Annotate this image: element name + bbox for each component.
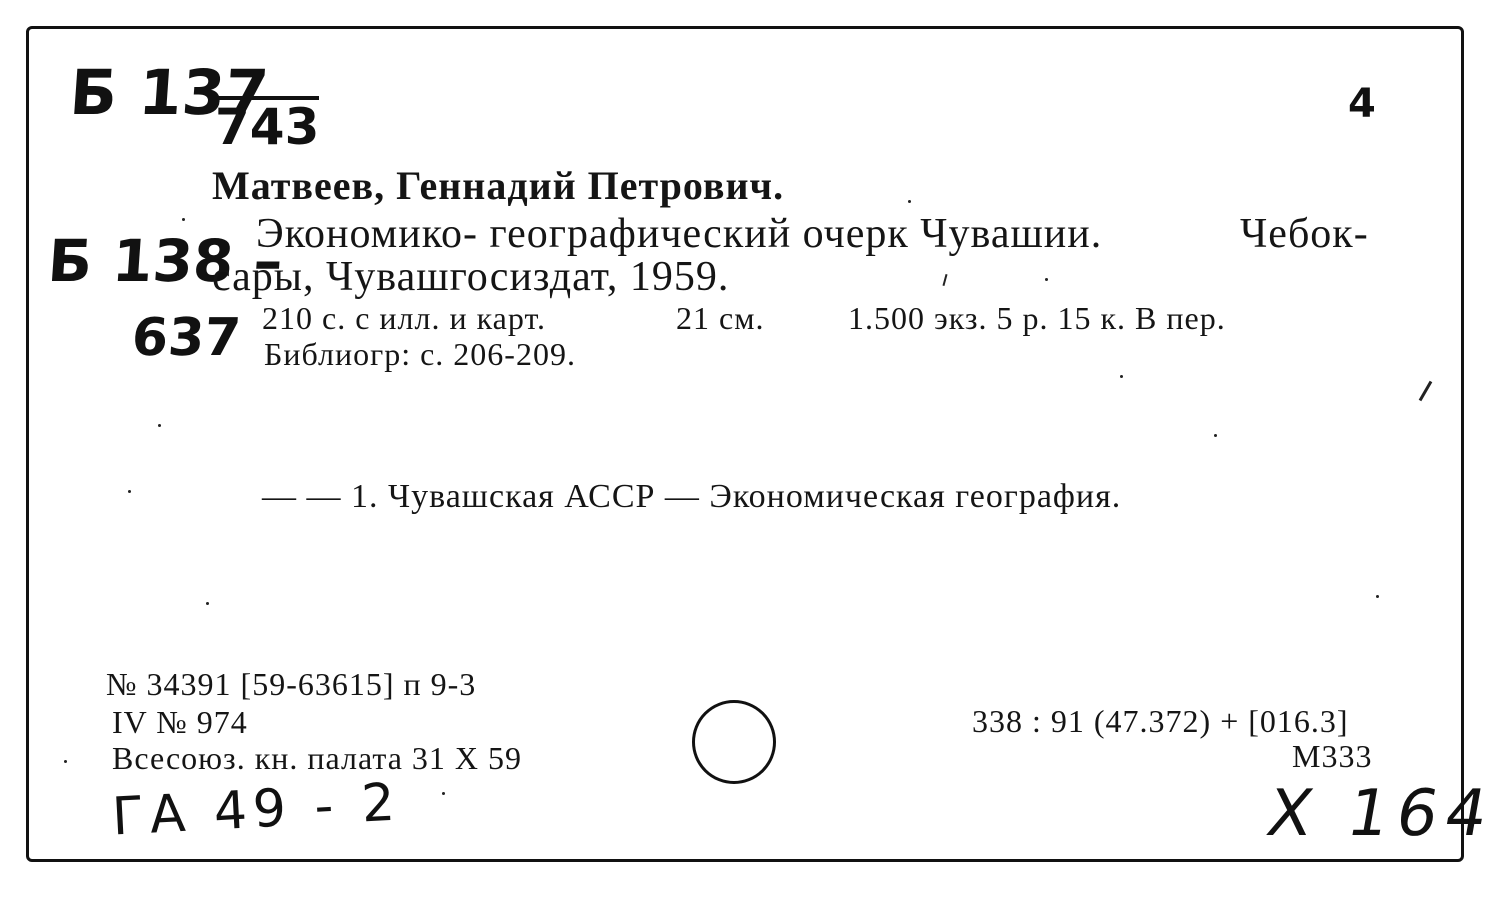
- title-line-1: Экономико- географический очерк Чувашии.: [256, 211, 1103, 257]
- title-line-2: сары, Чувашгосиздат, 1959.: [212, 254, 730, 300]
- footer-chamber-line: Всесоюз. кн. палата 31 X 59: [112, 740, 522, 776]
- author-mark: М333: [1292, 738, 1373, 774]
- punch-hole: [692, 700, 776, 784]
- scan-speck: [128, 490, 131, 493]
- scan-speck: [158, 424, 161, 427]
- handwritten-shelf-mark-2b: 637: [129, 308, 243, 368]
- scan-speck: [1214, 434, 1217, 437]
- handwritten-bottom-left: ГА 49 - 2: [110, 772, 403, 848]
- edition-price: 1.500 экз. 5 р. 15 к. В пер.: [848, 300, 1226, 336]
- handwritten-bottom-right: X 164: [1261, 777, 1501, 851]
- scan-speck: [64, 760, 67, 763]
- footer-iv-line: IV № 974: [112, 704, 248, 740]
- handwritten-shelf-mark-1-fraction: 743: [215, 98, 320, 156]
- footer-number-line: № 34391 [59-63615] п 9-3: [106, 666, 477, 702]
- handwritten-shelf-mark-2: Б 138 –: [45, 227, 286, 295]
- author-heading: Матвеев, Геннадий Петрович.: [212, 163, 785, 208]
- classification-code: 338 : 91 (47.372) + [016.3]: [972, 703, 1349, 739]
- bibliography-note: Библиогр: с. 206-209.: [264, 336, 576, 372]
- physical-description: 210 с. с илл. и карт.: [262, 300, 547, 336]
- subject-heading: — — 1. Чувашская АССР — Экономическая география.: [262, 478, 1122, 515]
- scan-speck: [442, 792, 445, 795]
- scan-speck: [182, 218, 185, 221]
- scan-speck: [206, 602, 209, 605]
- scan-speck: [1045, 278, 1048, 281]
- handwritten-shelf-mark-1: Б 137: [67, 56, 271, 129]
- title-line-1-end: Чебок-: [1240, 211, 1369, 257]
- scan-speck: [908, 200, 911, 203]
- scan-speck: [1120, 375, 1123, 378]
- handwritten-card-number: 4: [1348, 81, 1376, 127]
- scan-speck: [1376, 595, 1379, 598]
- dimensions: 21 см.: [676, 300, 765, 336]
